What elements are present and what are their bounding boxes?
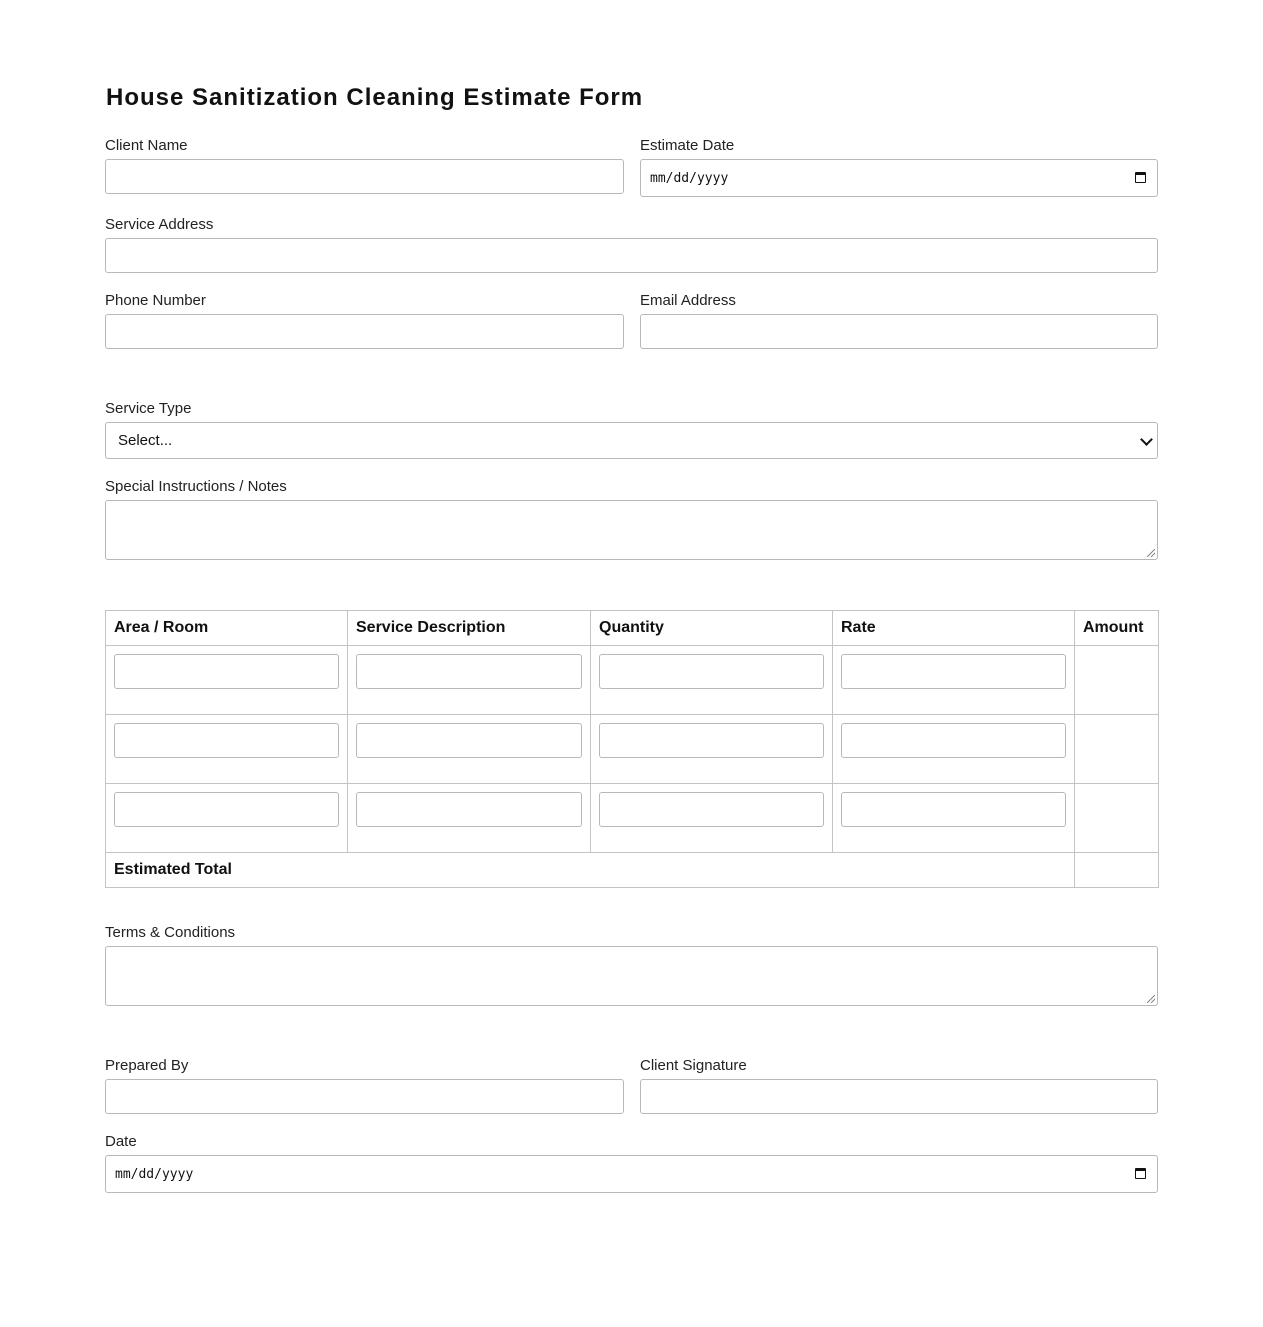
column-header-amount: Amount [1075,611,1159,646]
column-header-rate: Rate [833,611,1075,646]
special-instructions-textarea[interactable] [105,500,1158,560]
rate-input[interactable] [841,723,1066,758]
amount-cell [1075,646,1159,715]
prepared-by-label: Prepared By [105,1057,189,1074]
special-instructions-label: Special Instructions / Notes [105,478,287,495]
service-type-select[interactable] [105,422,1158,459]
service-address-input[interactable] [105,238,1158,273]
estimate-date-label: Estimate Date [640,137,735,154]
rate-input[interactable] [841,792,1066,827]
terms-textarea[interactable] [105,946,1158,1006]
table-row [106,715,1159,784]
total-row [106,853,1159,888]
calendar-icon[interactable] [1135,172,1146,183]
service-address-label: Service Address [105,216,214,233]
table-row [106,646,1159,715]
table-row [106,784,1159,853]
description-input[interactable] [356,723,582,758]
description-input[interactable] [356,654,582,689]
phone-number-label: Phone Number [105,292,206,309]
area-input[interactable] [114,723,339,758]
service-type-label: Service Type [105,400,192,417]
amount-cell [1075,784,1159,853]
chevron-down-icon [1140,433,1153,446]
column-header-area: Area / Room [106,611,348,646]
date-label: Date [105,1133,137,1150]
estimate-items-table [105,610,1159,888]
quantity-input[interactable] [599,654,824,689]
page-title: House Sanitization Cleaning Estimate Form [106,84,644,111]
column-header-description: Service Description [348,611,591,646]
date-input[interactable] [105,1155,1158,1193]
terms-label: Terms & Conditions [105,924,236,941]
client-name-input[interactable] [105,159,624,194]
email-address-label: Email Address [640,292,736,309]
area-input[interactable] [114,792,339,827]
estimate-date-input[interactable] [640,159,1158,197]
resize-handle-icon[interactable] [1147,549,1155,557]
client-signature-label: Client Signature [640,1057,747,1074]
client-signature-input[interactable] [640,1079,1158,1114]
prepared-by-input[interactable] [105,1079,624,1114]
estimated-total-label: Estimated Total [106,853,1075,888]
phone-number-input[interactable] [105,314,624,349]
quantity-input[interactable] [599,723,824,758]
email-address-input[interactable] [640,314,1158,349]
amount-cell [1075,715,1159,784]
estimate-date-placeholder: mm/dd/yyyy [650,170,729,186]
estimated-total-value [1075,853,1159,888]
column-header-quantity: Quantity [591,611,833,646]
client-name-label: Client Name [105,137,188,154]
resize-handle-icon[interactable] [1147,995,1155,1003]
description-input[interactable] [356,792,582,827]
date-placeholder: mm/dd/yyyy [115,1166,194,1182]
table-header-row [106,611,1159,646]
service-type-selected: Select... [118,432,173,449]
area-input[interactable] [114,654,339,689]
quantity-input[interactable] [599,792,824,827]
calendar-icon[interactable] [1135,1168,1146,1179]
rate-input[interactable] [841,654,1066,689]
